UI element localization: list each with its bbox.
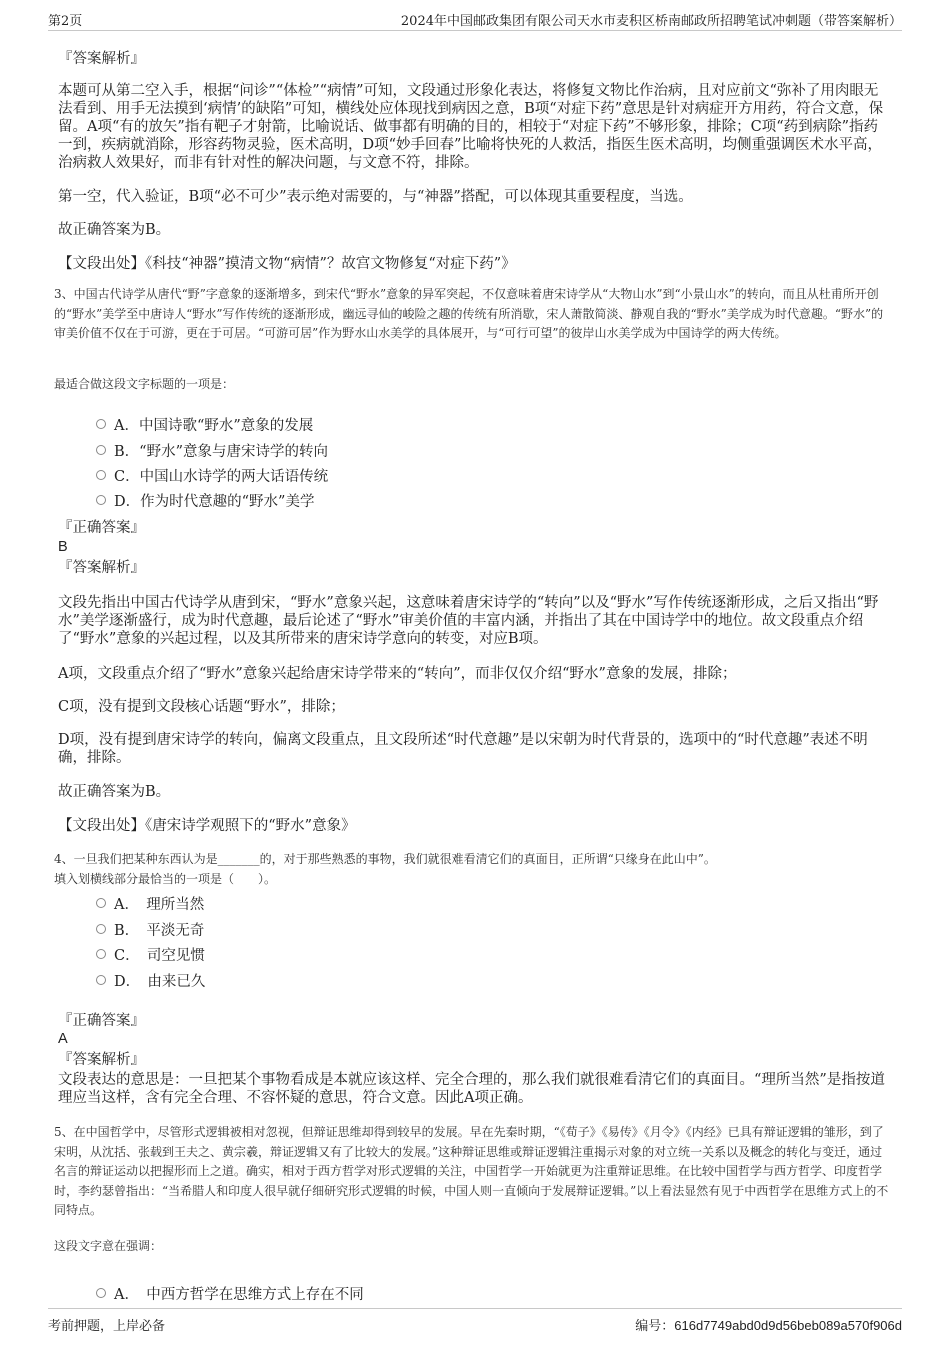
radio-icon[interactable]: [96, 975, 106, 985]
q3-option-a[interactable]: A．中国诗歌“野水”意象的发展: [96, 414, 313, 434]
q2-analysis-p3: 故正确答案为B。: [58, 222, 171, 238]
radio-icon[interactable]: [96, 949, 106, 959]
q4-answer: A: [58, 1031, 68, 1047]
radio-icon[interactable]: [96, 419, 106, 429]
q4-option-b[interactable]: B． 平淡无奇: [96, 919, 204, 939]
q3-option-c[interactable]: C．中国山水诗学的两大话语传统: [96, 465, 328, 485]
q4-option-c[interactable]: C． 司空见惯: [96, 944, 205, 964]
q4-analysis-p1: 文段表达的意思是：一旦把某个事物看成是本就应该这样、完全合理的，那么我们就很难看清它们的真面目。“理所当然”是指按道理应当这样，含有完全合理、不容怀疑的意思，符合文意。因此A项正确。: [58, 1072, 885, 1106]
footer-slogan: 考前押题，上岸必备: [48, 1318, 166, 1334]
document-title: 2024年中国邮政集团有限公司天水市麦积区桥南邮政所招聘笔试冲刺题（带答案解析）: [400, 13, 902, 29]
q2-analysis-p1: 本题可从第二空入手，根据“问诊”“体检”“病情”可知，文段通过形象化表达，将修复文物比作治病，且对应前文“弥补了用肉眼无法看到、用手无法摸到‘病情’的缺陷”可知，横线处应体现找到病因之意，B项“对症下药”意思是针对病症开方用药，符合文意，保留。A项“有的放矢”指有靶子才射箭，比喻说话、做事都有明确的目的，相较于“对症下药”不够形象，排除；C项“药到病除”指药一到，疾病就消除，形容药物灵验，医术高明，D项“妙手回春”比喻将快死的人救活，指医生医术高明，均侧重强调医术水平高，治病救人效果好，而非有针对性的解决问题，与文意不符，排除。: [58, 83, 884, 171]
q2-source: 【文段出处】《科技“神器”摸清文物“病情”？故宫文物修复“对症下药”》: [58, 256, 516, 272]
q3-answer-label: 『正确答案』: [58, 520, 145, 536]
q3-analysis-p4: D项，没有提到唐宋诗学的转向，偏离文段重点，且文段所述“时代意趣”是以宋朝为时代背景的，选项中的“时代意趣”表述不明确，排除。: [58, 732, 868, 766]
q4-option-a[interactable]: A． 理所当然: [96, 893, 204, 913]
q2-analysis-p2: 第一空，代入验证，B项“必不可少”表示绝对需要的，与“神器”搭配，可以体现其重要程度，当选。: [58, 189, 693, 205]
page-number: 第2页: [48, 13, 83, 29]
q3-analysis-p3: C项，没有提到文段核心话题“野水”，排除；: [58, 699, 345, 715]
q5-question: 这段文字意在强调：: [54, 1239, 163, 1253]
q4-question: 填入划横线部分最恰当的一项是（ ）。: [54, 872, 277, 886]
q3-analysis-p2: A项，文段重点介绍了“野水”意象兴起给唐宋诗学带来的“转向”，而非仅仅介绍“野水”意象的发展，排除；: [58, 666, 737, 682]
radio-icon[interactable]: [96, 470, 106, 480]
q3-analysis-p1: 文段先指出中国古代诗学从唐到宋，“野水”意象兴起，这意味着唐宋诗学的“转向”以及“野水”写作传统逐渐形成，之后又指出“野水”美学逐渐盛行，成为时代意趣，最后论述了“野水”审美价值的丰富内涵，并指出了其在中国诗学中的地位。故文段重点介绍了“野水”意象的兴起过程，以及其所带来的唐宋诗学意向的转变，对应B项。: [58, 595, 879, 647]
radio-icon[interactable]: [96, 924, 106, 934]
q2-analysis-label: 『答案解析』: [58, 51, 145, 67]
q5-option-a[interactable]: A． 中西方哲学在思维方式上存在不同: [96, 1283, 364, 1303]
q3-analysis-p5: 故正确答案为B。: [58, 784, 171, 800]
q4-answer-label: 『正确答案』: [58, 1013, 145, 1029]
q3-stem: 3、中国古代诗学从唐代“野”字意象的逐渐增多，到宋代“野水”意象的异军突起，不仅意味着唐宋诗学从“大物山水”到“小景山水”的转向，而且从杜甫所开创的“野水”美学至中唐诗人“野水”写作传统的逐渐形成，幽远寻仙的峻险之趣的传统有所消歇，宋人萧散简淡、静观自我的“野水”美学成为时代意趣。“野水”的审美价值不仅在于可游，更在于可居。“可游可居”作为野水山水美学的具体展开，与“可行可望”的彼岸山水美学成为中国诗学的两大传统。: [54, 287, 884, 340]
radio-icon[interactable]: [96, 1288, 106, 1298]
q3-answer: B: [58, 539, 68, 555]
page-footer: [48, 1308, 902, 1339]
q3-option-b[interactable]: B．“野水”意象与唐宋诗学的转向: [96, 440, 328, 460]
q3-analysis-label: 『答案解析』: [58, 560, 145, 576]
q3-option-d[interactable]: D．作为时代意趣的“野水”美学: [96, 490, 314, 510]
radio-icon[interactable]: [96, 445, 106, 455]
radio-icon[interactable]: [96, 898, 106, 908]
q3-source: 【文段出处】《唐宋诗学观照下的“野水”意象》: [58, 818, 356, 834]
document-code: 编号：616d7749abd0d9d56beb089a570f906d: [635, 1317, 902, 1333]
q4-stem: 4、一旦我们把某种东西认为是_______的，对于那些熟悉的事物，我们就很难看清它们的真面目，正所谓“只缘身在此山中”。: [54, 852, 716, 866]
q4-option-d[interactable]: D． 由来已久: [96, 970, 205, 990]
page-header: [48, 8, 902, 31]
q3-question: 最适合做这段文字标题的一项是：: [54, 377, 235, 391]
q5-stem: 5、在中国哲学中，尽管形式逻辑被相对忽视，但辩证思维却得到较早的发展。早在先秦时期，“《荀子》《易传》《月令》《内经》已具有辩证逻辑的雏形，到了宋明，从沈括、张载到王夫之、黄宗羲，辩证逻辑又有了比较大的发展。”这种辩证思维或辩证逻辑注重揭示对象的对立统一关系以及概念的转化与变迁，通过名言的辩证运动以把握形而上之道。确实，相对于西方哲学对形式逻辑的关注，中国哲学一开始就更为注重辩证思维。在比较中国哲学与西方哲学、印度哲学时，李约瑟曾指出：“当希腊人和印度人很早就仔细研究形式逻辑的时候，中国人则一直倾向于发展辩证逻辑。”以上看法显然有见于中西哲学在思维方式上的不同特点。: [54, 1125, 889, 1217]
q4-analysis-label: 『答案解析』: [58, 1052, 145, 1068]
radio-icon[interactable]: [96, 495, 106, 505]
